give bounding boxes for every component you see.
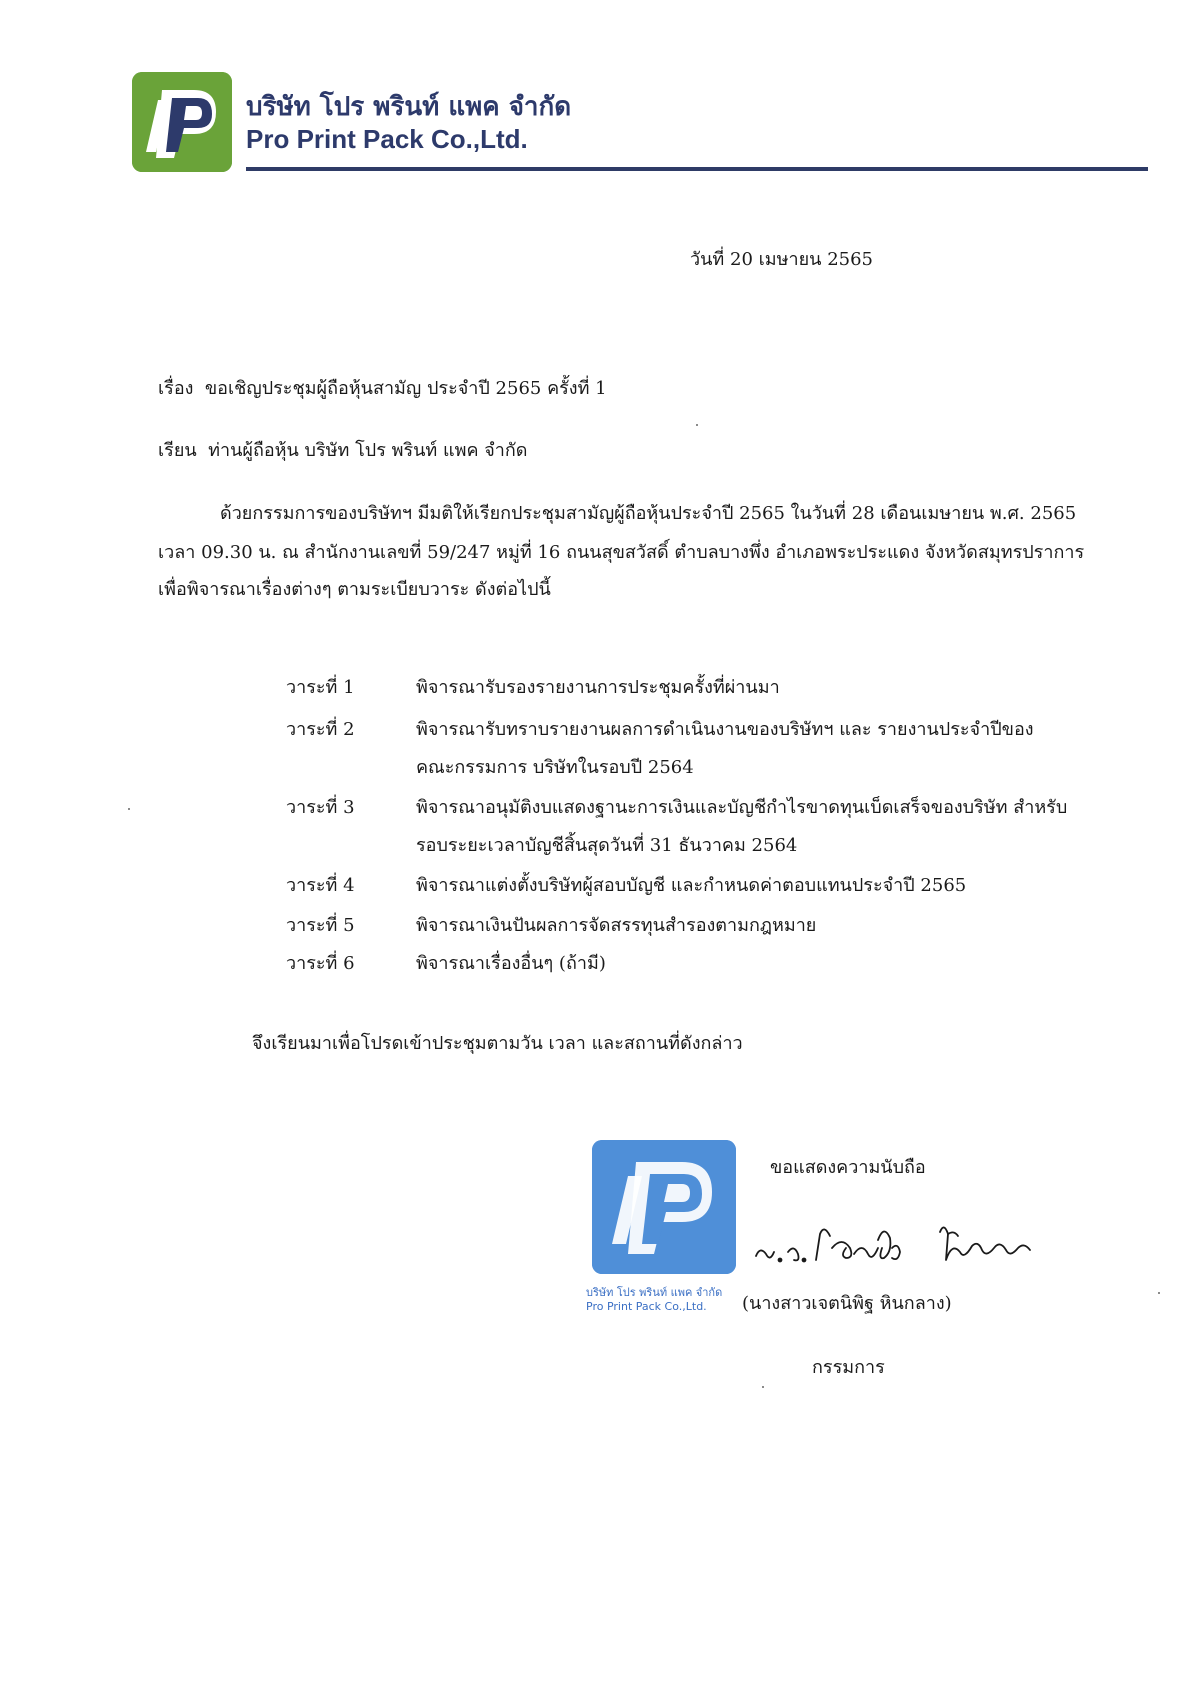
subject-line (158, 377, 607, 401)
company-stamp (592, 1140, 736, 1274)
handwritten-signature (750, 1212, 1040, 1282)
header-divider (246, 167, 1148, 171)
stamp-caption-english: Pro Print Pack Co.,Ltd. (586, 1300, 707, 1313)
agenda-item-text: คณะกรรมการ บริษัทในรอบปี 2564 (416, 757, 694, 778)
agenda-label: วาระที่ 4 (286, 875, 355, 896)
stamp-caption (586, 1286, 722, 1314)
pp-logo-icon (132, 72, 232, 172)
agenda-label: วาระที่ 3 (286, 797, 355, 818)
agenda-label: วาระที่ 5 (286, 915, 355, 936)
agenda-item-text: พิจารณาแต่งตั้งบริษัทผู้สอบบัญชี และกำหนดค่าตอบแทนประจำปี 2565 (416, 875, 967, 896)
paragraph-line: เวลา 09.30 น. ณ สำนักงานเลขที่ 59/247 หมู่ที่ 16 ถนนสุขสวัสดิ์ ตำบลบางพึ่ง อำเภอพระประแดง จังหวัดสมุทรปราการ (158, 542, 1085, 563)
scan-speck (128, 808, 130, 810)
agenda-item-text: พิจารณารับทราบรายงานผลการดำเนินงานของบริษัทฯ และ รายงานประจำปีของ (416, 719, 1034, 740)
recipient-text: ท่านผู้ถือหุ้น บริษัท โปร พรินท์ แพค จำกัด (208, 440, 528, 461)
company-logo (132, 72, 232, 172)
agenda-item-text: พิจารณาอนุมัติงบแสดงฐานะการเงินและบัญชีกำไรขาดทุนเบ็ดเสร็จของบริษัท สำหรับ (416, 797, 1068, 818)
paragraph-line: เพื่อพิจารณาเรื่องต่างๆ ตามระเบียบวาระ ดังต่อไปนี้ (158, 579, 551, 600)
stamp-caption-thai: บริษัท โปร พรินท์ แพค จำกัด (586, 1286, 723, 1299)
scan-speck (696, 424, 698, 426)
respect-line: ขอแสดงความนับถือ (770, 1157, 926, 1178)
closing-line: จึงเรียนมาเพื่อโปรดเข้าประชุมตามวัน เวลา และสถานที่ดังกล่าว (252, 1033, 743, 1054)
agenda-label: วาระที่ 1 (286, 677, 355, 698)
agenda-item-text: รอบระยะเวลาบัญชีสิ้นสุดวันที่ 31 ธันวาคม 2564 (416, 835, 798, 856)
company-name-english: Pro Print Pack Co.,Ltd. (246, 124, 528, 154)
scan-speck (762, 1386, 764, 1388)
recipient-label: เรียน (158, 440, 197, 461)
paragraph-line: ด้วยกรรมการของบริษัทฯ มีมติให้เรียกประชุมสามัญผู้ถือหุ้นประจำปี 2565 ในวันที่ 28 เดือนเมษายน พ.ศ. 2565 (220, 503, 1077, 524)
company-name-thai: บริษัท โปร พรินท์ แพค จำกัด (246, 92, 572, 122)
subject-label: เรื่อง (158, 378, 194, 399)
signer-title: กรรมการ (812, 1357, 885, 1378)
subject-text: ขอเชิญประชุมผู้ถือหุ้นสามัญ ประจำปี 2565 ครั้งที่ 1 (204, 378, 607, 399)
stamp-logo-icon (592, 1140, 736, 1274)
agenda-label: วาระที่ 6 (286, 953, 355, 974)
agenda-item-text: พิจารณารับรองรายงานการประชุมครั้งที่ผ่านมา (416, 677, 780, 698)
agenda-item-text: พิจารณาเรื่องอื่นๆ (ถ้ามี) (416, 953, 606, 974)
recipient-line (158, 439, 527, 463)
letter-date: วันที่ 20 เมษายน 2565 (690, 249, 873, 270)
signer-name: (นางสาวเจตนิพิฐ หินกลาง) (742, 1293, 952, 1314)
scan-speck (1158, 1292, 1160, 1294)
agenda-item-text: พิจารณาเงินปันผลการจัดสรรทุนสำรองตามกฎหมาย (416, 915, 817, 936)
agenda-label: วาระที่ 2 (286, 719, 355, 740)
